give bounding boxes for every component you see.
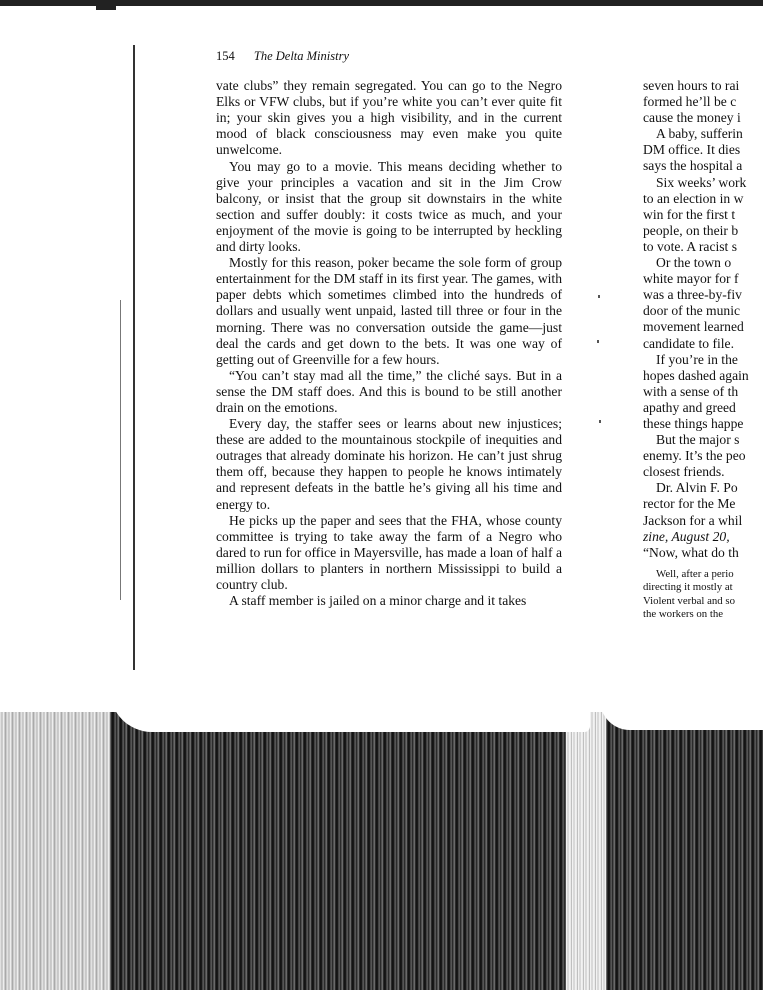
text-line: Dr. Alvin F. Po — [656, 480, 738, 496]
text-line: Jackson for a whil — [643, 512, 743, 528]
paragraph: vate clubs” they remain segregated. You can go to the Negro Elks or VFW clubs, but if you’re white you can’t ever quite fit in; your skin gives you a high visibility, and in the current mood of black consciousness may even make you quite unwelcome. — [216, 78, 562, 158]
margin-mark — [597, 340, 599, 343]
text-line: to vote. A racist s — [643, 238, 738, 254]
page-gutter — [566, 712, 606, 990]
text-line: to an election in w — [643, 190, 744, 206]
text-line: says the hospital a — [643, 158, 743, 174]
text-line: cause the money i — [643, 110, 741, 126]
block-quote-line: the workers on the — [643, 608, 724, 621]
block-quote-line: directing it mostly at — [643, 581, 733, 594]
text-line: door of the munic — [643, 303, 741, 319]
text-line: movement learned — [643, 319, 744, 335]
text-line: rector for the Me — [643, 496, 736, 512]
text-line: Six weeks’ work — [656, 174, 747, 190]
running-title: The Delta Ministry — [253, 49, 350, 63]
text-line: But the major s — [656, 432, 740, 448]
text-line: seven hours to rai — [643, 78, 740, 93]
text-line: DM office. It dies — [643, 142, 741, 158]
running-header — [216, 48, 562, 64]
text-line: If you’re in the — [656, 351, 738, 367]
text-line: apathy and greed — [643, 399, 736, 415]
paragraph: A staff member is jailed on a minor charge and it takes — [229, 593, 527, 609]
book-spine-shadow — [120, 300, 121, 600]
scan-shadow-left — [0, 712, 110, 990]
right-page — [643, 60, 763, 700]
text-line: candidate to file. — [643, 335, 734, 351]
paragraph: Mostly for this reason, poker became the sole form of group entertainment for the DM staff in its first year. The games, with paper debts which sometimes climbed into the hundreds of dollars and usually went unpaid, lasted till three or four in the morning. There was no conversation outside the game—just deal the cards and get down to the bets. It was one way of getting out of Greenville for a few hours. — [216, 255, 562, 367]
paragraph: He picks up the paper and sees that the FHA, whose county committee is trying to take away the farm of a Negro who dared to run for office in Mayersville, has made a loan of half a million dollars to planters in northern Mississippi to build a country club. — [216, 512, 562, 592]
block-quote-line: Violent verbal and so — [643, 594, 736, 607]
text-line: people, on their b — [643, 222, 739, 238]
page-edge-mark — [96, 4, 116, 10]
text-line: hopes dashed again — [643, 367, 749, 383]
right-page-bottom-edge — [600, 690, 763, 730]
text-line: these things happe — [643, 415, 744, 431]
block-quote-line: Well, after a perio — [656, 567, 734, 580]
paragraph: You may go to a movie. This means deciding whether to give your principles a vacation and sit in the Jim Crow balcony, or insist that the group sit downstairs in the white section and suffer doubly: it costs twice as much, and your enjoyment of the movie is going to be interrupted by heckling and dirty looks. — [216, 158, 562, 255]
page-number: 154 — [216, 49, 235, 63]
paragraph: Every day, the staffer sees or learns about new injustices; these are added to the mountainous stockpile of inequities and outrages that already dominate his horizon. He can’t just shrug them off, because they happen to people he knows intimately and represent defeats in the battle he’s giving all his time and energy to. — [216, 416, 562, 512]
left-page-bottom-edge — [110, 690, 590, 732]
paragraph: “You can’t stay mad all the time,” the cliché says. But in a sense the DM staff does. And this is bound to be still another drain on the emotions. — [216, 367, 562, 415]
text-line: A baby, sufferin — [656, 126, 743, 142]
text-line: white mayor for f — [643, 271, 739, 287]
text-line: with a sense of th — [643, 383, 739, 399]
text-line: was a three-by-fiv — [643, 287, 742, 303]
text-line: formed he’ll be c — [643, 94, 737, 110]
text-line: Or the town o — [656, 255, 732, 271]
scan-shadow-bottom — [0, 712, 763, 990]
margin-mark — [599, 420, 601, 423]
text-line: win for the first t — [643, 206, 736, 222]
text-line: closest friends. — [643, 464, 725, 480]
text-line: enemy. It’s the peo — [643, 448, 746, 464]
left-page — [216, 48, 562, 609]
book-spine-line — [133, 45, 135, 670]
text-line: “Now, what do th — [643, 544, 739, 560]
margin-mark — [598, 295, 600, 298]
text-line: zine, August 20, — [643, 528, 730, 544]
